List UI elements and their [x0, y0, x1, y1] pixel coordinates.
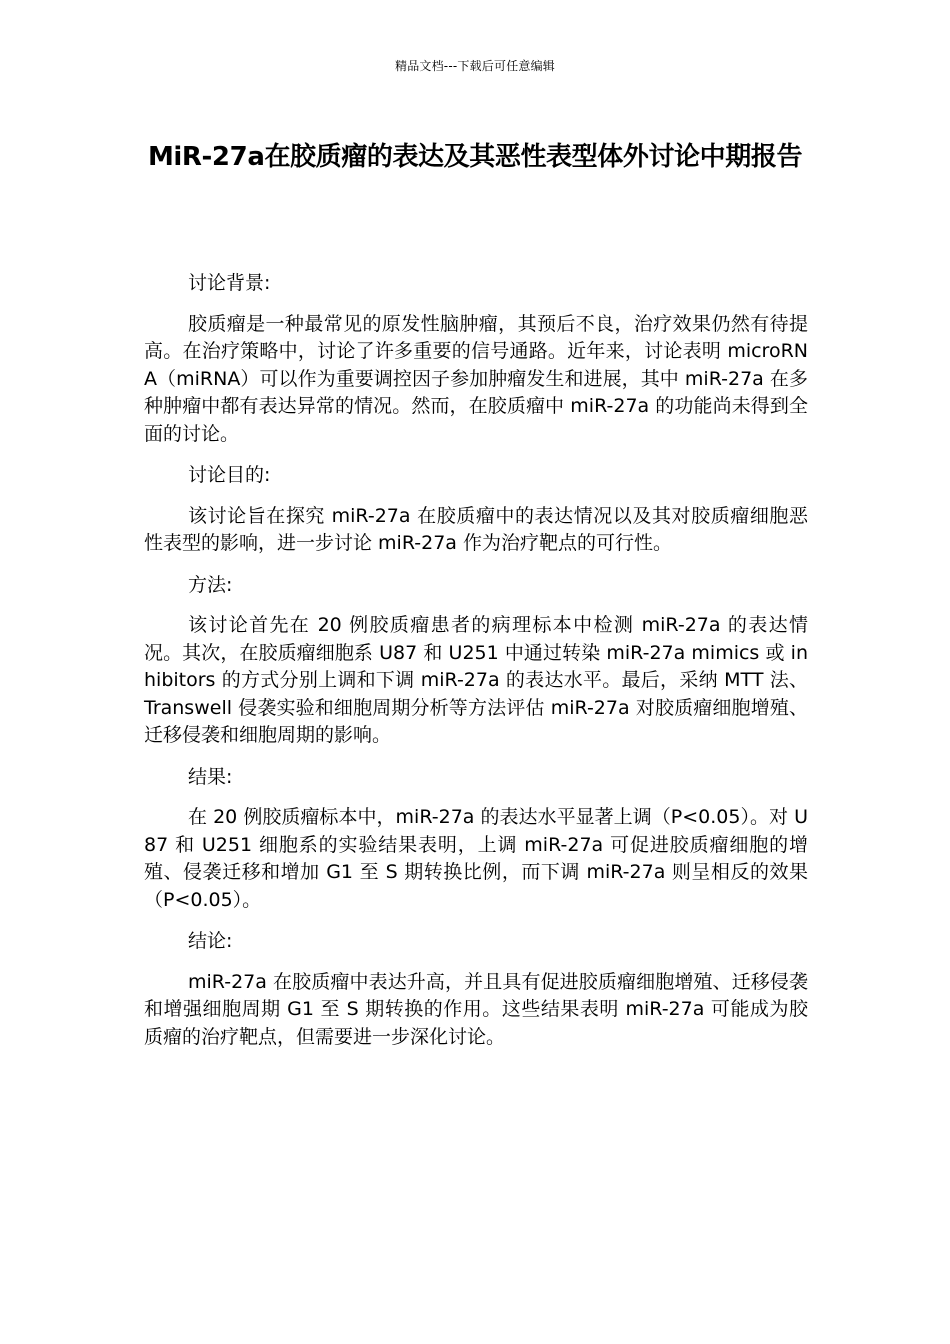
- section-heading-conclusion: 结论:: [188, 930, 233, 952]
- document-body: [144, 270, 808, 1065]
- section-body-background: 胶质瘤是一种最常见的原发性脑肿瘤，其预后不良，治疗效果仍然有待提高。在治疗策略中，讨论了许多重要的信号通路。近年来，讨论表明 microRNA（miRNA）可以作为重要调控因子参加肿瘤发生和进展，其中 miR-27a 在多种肿瘤中都有表达异常的情况。然而，在胶质瘤中 miR-27a 的功能尚未得到全面的讨论。: [144, 312, 808, 445]
- section-heading-background: 讨论背景:: [188, 272, 271, 294]
- section-body-objective: 该讨论旨在探究 miR-27a 在胶质瘤中的表达情况以及其对胶质瘤细胞恶性表型的影响，进一步讨论 miR-27a 作为治疗靶点的可行性。: [144, 504, 808, 554]
- section-body-results: 在 20 例胶质瘤标本中，miR-27a 的表达水平显著上调（P<0.05）。对 U87 和 U251 细胞系的实验结果表明，上调 miR-27a 可促进胶质瘤细胞的增殖、侵袭迁移和增加 G1 至 S 期转换比例，而下调 miR-27a 则呈相反的效果（P<0.05）。: [144, 806, 808, 911]
- section-heading-methods: 方法:: [188, 573, 233, 596]
- section-body-conclusion: miR-27a 在胶质瘤中表达升高，并且具有促进胶质瘤细胞增殖、迁移侵袭和增强细胞周期 G1 至 S 期转换的作用。这些结果表明 miR-27a 可能成为胶质瘤的治疗靶点，但需要进一步深化讨论。: [144, 970, 808, 1048]
- section-body-methods: 该讨论首先在 20 例胶质瘤患者的病理标本中检测 miR-27a 的表达情况。其次，在胶质瘤细胞系 U87 和 U251 中通过转染 miR-27a mimics 或 inhibitors 的方式分别上调和下调 miR-27a 的表达水平。最后，采纳 MTT 法、Transwell 侵袭实验和细胞周期分析等方法评估 miR-27a 对胶质瘤细胞增殖、迁移侵袭和细胞周期的影响。: [144, 614, 808, 746]
- header-note: 精品文档---下载后可任意编辑: [395, 59, 555, 73]
- section-heading-results: 结果:: [188, 765, 233, 788]
- page-title: MiR-27a在胶质瘤的表达及其恶性表型体外讨论中期报告: [147, 142, 803, 172]
- section-heading-objective: 讨论目的:: [188, 464, 271, 486]
